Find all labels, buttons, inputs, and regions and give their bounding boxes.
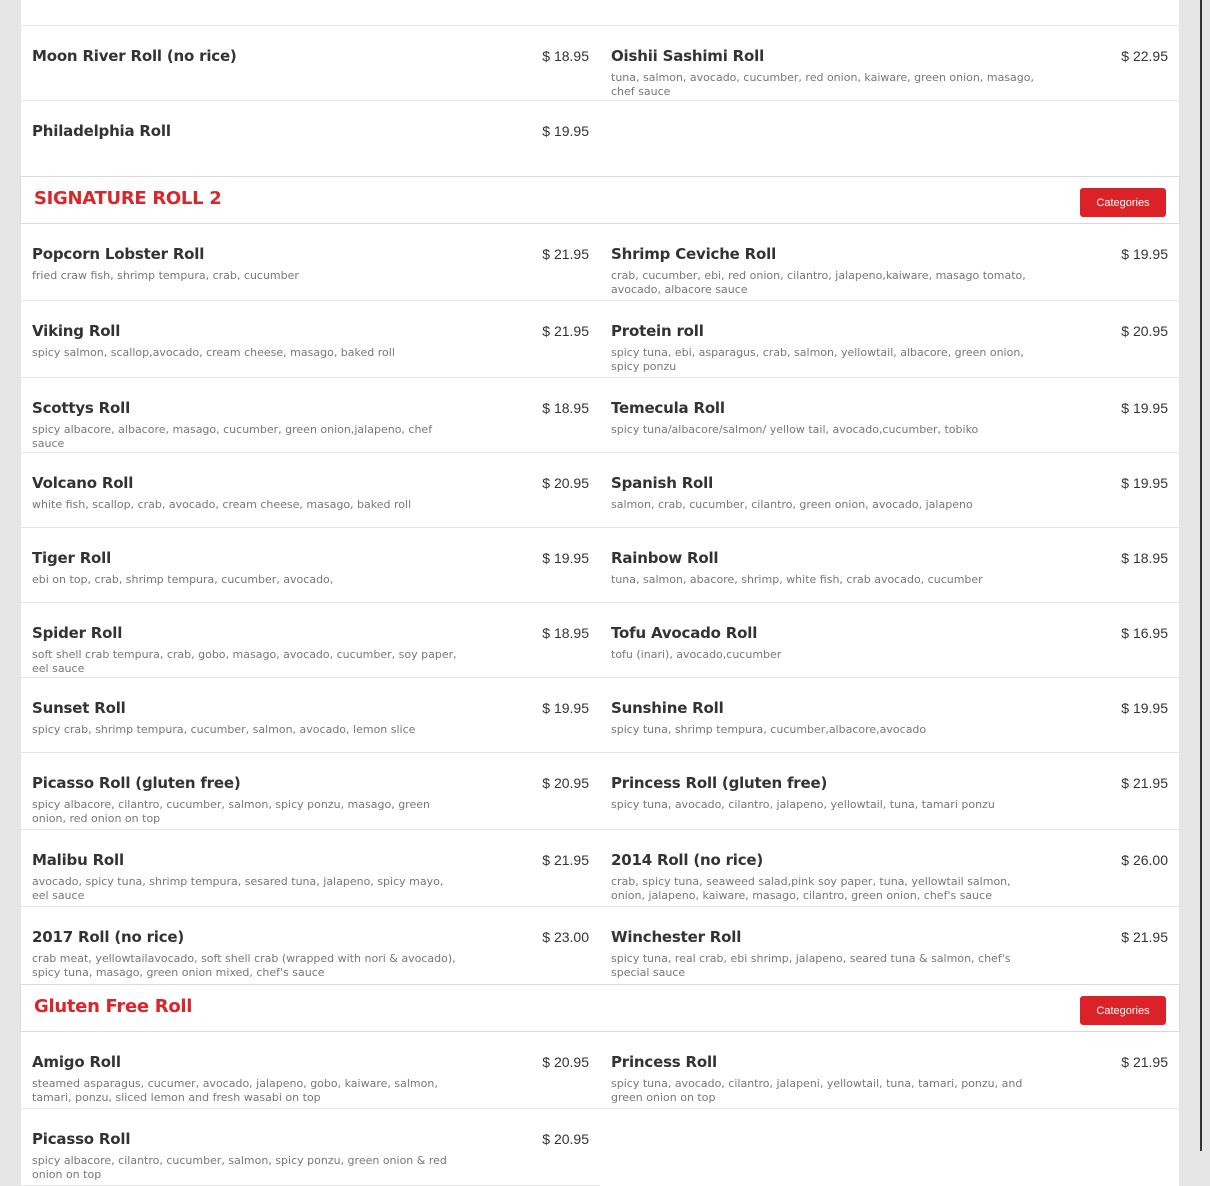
menu-item[interactable] (21, 907, 600, 984)
item-price: $ 19.95 (542, 550, 589, 566)
item-price: $ 18.95 (1121, 550, 1168, 566)
item-description: white fish, scallop, crab, avocado, cream cheese, masago, baked roll (32, 498, 412, 511)
item-description: crab, spicy tuna, seaweed salad,pink soy paper, tuna, yellowtail salmon, onion, jalapeno, kaiware, masago, cilantro, green onion, chef's sauce (611, 875, 1011, 902)
menu-item[interactable] (600, 453, 1179, 528)
menu-item[interactable] (21, 678, 600, 753)
item-name: Tofu Avocado Roll (611, 624, 758, 642)
item-price: $ 20.95 (542, 475, 589, 491)
section-header-gluten-free-roll (20, 984, 1180, 1032)
menu-item[interactable] (600, 224, 1179, 301)
item-description: spicy tuna/albacore/salmon/ yellow tail, avocado,cucumber, tobiko (611, 423, 979, 436)
item-name: Princess Roll (611, 1053, 717, 1071)
item-price: $ 18.95 (542, 625, 589, 641)
menu-item[interactable] (600, 26, 1179, 101)
menu-item[interactable] (21, 101, 600, 176)
item-name: Protein roll (611, 322, 704, 340)
item-description: steamed asparagus, cucumer, avocado, jalapeno, gobo, kaiware, salmon, tamari, ponzu, sliced lemon and fresh wasabi on top (32, 1077, 438, 1104)
item-price: $ 19.95 (1121, 475, 1168, 491)
item-price: $ 21.95 (542, 323, 589, 339)
item-description: crab, cucumber, ebi, red onion, cilantro, jalapeno,kaiware, masago tomato, avocado, albacore sauce (611, 269, 1026, 296)
menu-item[interactable] (21, 453, 600, 528)
menu-item[interactable] (600, 528, 1179, 603)
item-name: Viking Roll (32, 322, 121, 340)
section-items (20, 1032, 1180, 1186)
left-column (21, 26, 600, 176)
menu-sections (20, 26, 1180, 1186)
right-column (600, 1032, 1179, 1186)
menu-item[interactable] (600, 678, 1179, 753)
item-price: $ 20.95 (1121, 323, 1168, 339)
item-price: $ 21.95 (1121, 929, 1168, 945)
menu-item[interactable] (600, 378, 1179, 453)
item-name: Sunset Roll (32, 699, 126, 717)
item-description: soft shell crab tempura, crab, gobo, masago, avocado, cucumber, soy paper, eel sauce (32, 648, 457, 675)
item-name: Picasso Roll (gluten free) (32, 774, 241, 792)
item-description: spicy albacore, albacore, masago, cucumber, green onion,jalapeno, chef sauce (32, 423, 433, 450)
item-description: crab meat, yellowtailavocado, soft shell crab (wrapped with nori & avocado), spicy tuna, masago, green onion mixed, chef's sauce (32, 952, 456, 979)
item-name: Winchester Roll (611, 928, 742, 946)
item-price: $ 19.95 (542, 700, 589, 716)
previous-items-strip (20, 0, 1180, 26)
item-description: spicy albacore, cilantro, cucumber, salmon, spicy ponzu, masago, green onion, red onion on top (32, 798, 430, 825)
item-description: tuna, salmon, avocado, cucumber, red onion, kaiware, green onion, masago, chef sauce (611, 71, 1035, 98)
item-price: $ 23.00 (542, 929, 589, 945)
item-price: $ 16.95 (1121, 625, 1168, 641)
item-name: Volcano Roll (32, 474, 134, 492)
menu-item[interactable] (600, 301, 1179, 378)
menu-item[interactable] (21, 26, 600, 101)
item-description: spicy tuna, ebi, asparagus, crab, salmon, yellowtail, albacore, green onion, spicy ponzu (611, 346, 1024, 373)
item-name: Spider Roll (32, 624, 123, 642)
item-price: $ 22.95 (1121, 48, 1168, 64)
item-price: $ 18.95 (542, 48, 589, 64)
item-price: $ 19.95 (1121, 400, 1168, 416)
item-name: Sunshine Roll (611, 699, 724, 717)
item-description: tofu (inari), avocado,cucumber (611, 648, 782, 661)
item-price: $ 21.95 (1121, 775, 1168, 791)
page-edge (1200, 0, 1202, 1151)
item-name: Shrimp Ceviche Roll (611, 245, 777, 263)
menu-item[interactable] (21, 1032, 600, 1109)
menu-item[interactable] (21, 1109, 600, 1186)
menu-item[interactable] (600, 1032, 1179, 1109)
item-description: spicy crab, shrimp tempura, cucumber, salmon, avocado, lemon slice (32, 723, 416, 736)
item-price: $ 20.95 (542, 775, 589, 791)
item-name: Philadelphia Roll (32, 122, 171, 140)
right-column (600, 26, 1179, 176)
menu-item[interactable] (600, 830, 1179, 907)
section-items (20, 26, 1180, 176)
item-price: $ 21.95 (542, 246, 589, 262)
item-description: spicy tuna, real crab, ebi shrimp, jalapeno, seared tuna & salmon, chef's special sauce (611, 952, 1011, 979)
item-name: Amigo Roll (32, 1053, 121, 1071)
categories-button[interactable]: Categories (1080, 188, 1166, 217)
item-price: $ 21.95 (542, 852, 589, 868)
right-column (600, 224, 1179, 984)
item-description: spicy tuna, shrimp tempura, cucumber,albacore,avocado (611, 723, 927, 736)
item-description: spicy albacore, cilantro, cucumber, salmon, spicy ponzu, green onion & red onion on top (32, 1154, 447, 1181)
menu-item[interactable] (21, 528, 600, 603)
item-description: ebi on top, crab, shrimp tempura, cucumber, avocado, (32, 573, 334, 586)
item-description: avocado, spicy tuna, shrimp tempura, sesared tuna, jalapeno, spicy mayo, eel sauce (32, 875, 444, 902)
item-name: Oishii Sashimi Roll (611, 47, 765, 65)
menu-item[interactable] (21, 753, 600, 830)
menu-item[interactable] (21, 830, 600, 907)
left-column (21, 1032, 600, 1186)
menu-item[interactable] (21, 378, 600, 453)
item-name: Princess Roll (gluten free) (611, 774, 828, 792)
menu-container (20, 0, 1180, 1186)
item-description: salmon, crab, cucumber, cilantro, green onion, avocado, jalapeno (611, 498, 973, 511)
item-price: $ 18.95 (542, 400, 589, 416)
menu-item[interactable] (600, 907, 1179, 984)
item-description: spicy tuna, avocado, cilantro, jalapeni, yellowtail, tuna, tamari, ponzu, and green onion on top (611, 1077, 1023, 1104)
menu-item[interactable] (21, 301, 600, 378)
item-price: $ 19.95 (1121, 700, 1168, 716)
item-price: $ 21.95 (1121, 1054, 1168, 1070)
item-name: Moon River Roll (no rice) (32, 47, 237, 65)
item-name: Popcorn Lobster Roll (32, 245, 205, 263)
item-price: $ 20.95 (542, 1131, 589, 1147)
section-items (20, 224, 1180, 984)
item-price: $ 26.00 (1121, 852, 1168, 868)
item-price: $ 19.95 (1121, 246, 1168, 262)
item-description: tuna, salmon, abacore, shrimp, white fish, crab avocado, cucumber (611, 573, 983, 586)
item-name: 2017 Roll (no rice) (32, 928, 185, 946)
item-name: Tiger Roll (32, 549, 112, 567)
item-name: Spanish Roll (611, 474, 714, 492)
item-name: Temecula Roll (611, 399, 725, 417)
categories-button[interactable]: Categories (1080, 996, 1166, 1025)
item-price: $ 20.95 (542, 1054, 589, 1070)
item-name: Rainbow Roll (611, 549, 719, 567)
section-title: SIGNATURE ROLL 2 (34, 188, 222, 209)
item-name: 2014 Roll (no rice) (611, 851, 764, 869)
left-column (21, 224, 600, 984)
item-description: fried craw fish, shrimp tempura, crab, cucumber (32, 269, 299, 282)
section-title: Gluten Free Roll (34, 996, 193, 1017)
item-name: Picasso Roll (32, 1130, 131, 1148)
menu-item[interactable] (21, 603, 600, 678)
item-description: spicy tuna, avocado, cilantro, jalapeno, yellowtail, tuna, tamari ponzu (611, 798, 995, 811)
item-description: spicy salmon, scallop,avocado, cream cheese, masago, baked roll (32, 346, 395, 359)
menu-item[interactable] (600, 753, 1179, 830)
item-name: Scottys Roll (32, 399, 131, 417)
item-price: $ 19.95 (542, 123, 589, 139)
section-header-signature-roll-2 (20, 176, 1180, 224)
menu-item[interactable] (600, 603, 1179, 678)
menu-item[interactable] (21, 224, 600, 301)
item-name: Malibu Roll (32, 851, 124, 869)
